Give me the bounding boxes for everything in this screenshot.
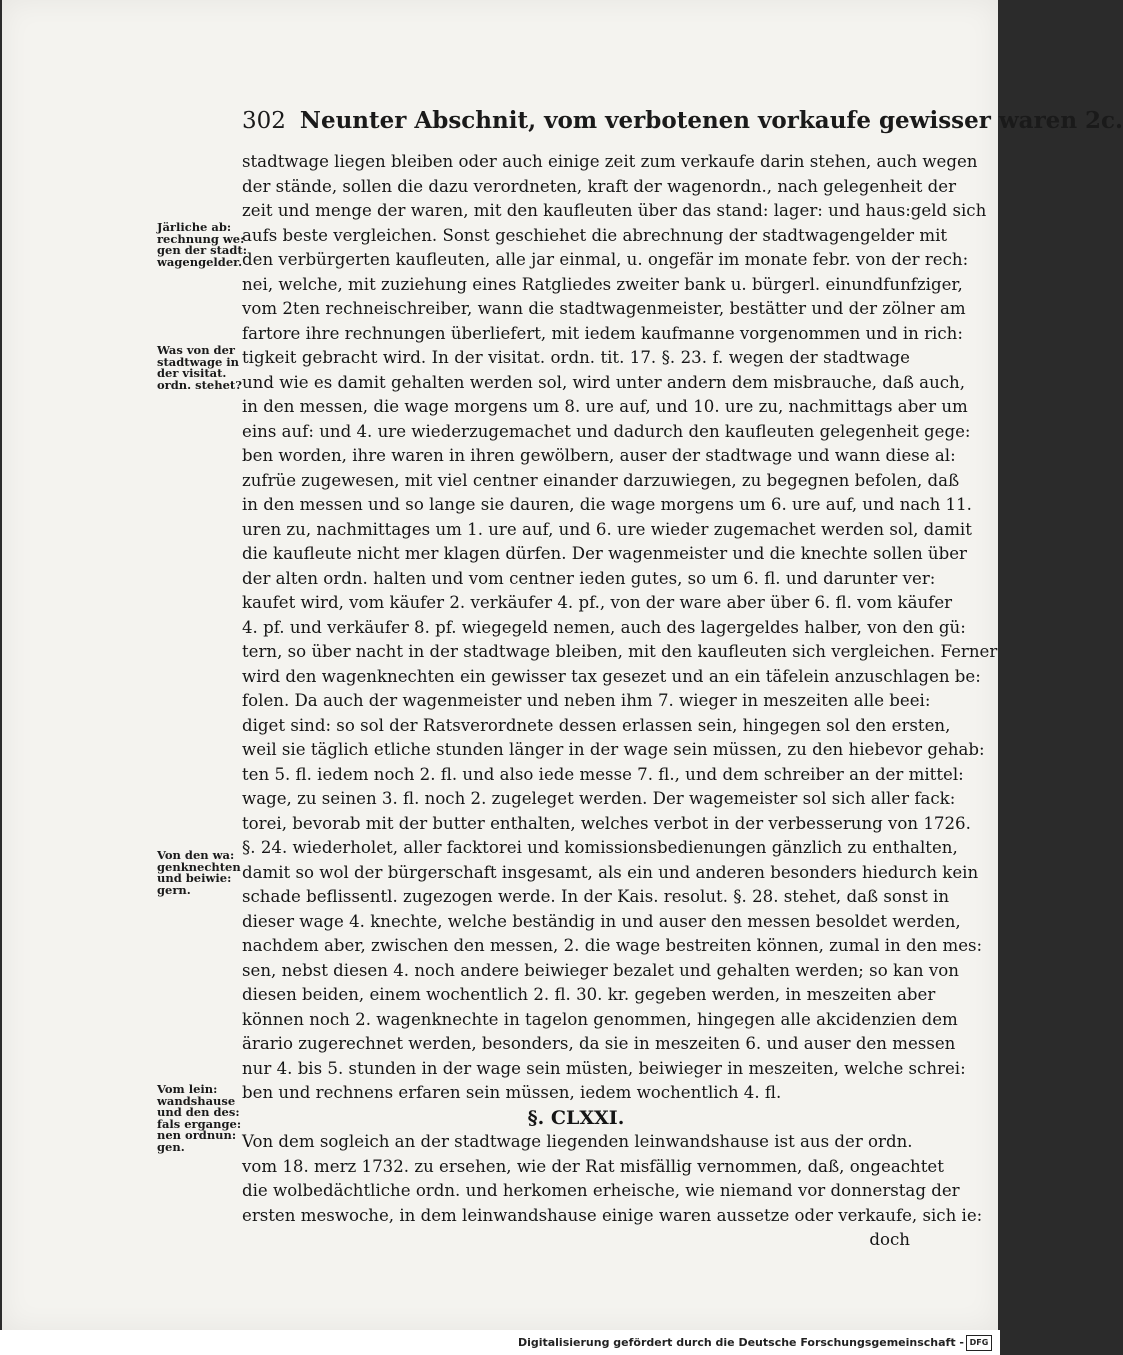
text-line: der alten ordn. halten und vom centner ieden gutes, so um 6. fl. und darunter ver: — [242, 568, 936, 588]
margin-note-line: stadtwage in — [157, 354, 240, 369]
text-line: zeit und menge der waren, mit den kaufleuten über das stand: lager: und haus:geld sich — [242, 201, 987, 220]
margin-note-line: Was von der — [157, 343, 235, 357]
text-line: nachdem aber, zwischen den messen, 2. die wage bestreiten können, zumal in den mes: — [242, 936, 983, 955]
text-line: torei, bevorab mit der butter enthalten, welches verbot in der verbesserung von 1726. — [242, 813, 971, 833]
margin-note-3 — [157, 850, 243, 896]
margin-note-line: der visitat. — [157, 366, 227, 380]
text-line: aufs beste vergleichen. Sonst geschiehet die abrechnung der stadtwagengelder mit — [242, 225, 948, 245]
text-line: wage, zu seinen 3. fl. noch 2. zugeleget werden. Der wagemeister sol sich aller fack: — [242, 789, 956, 808]
text-line: die kaufleute nicht mer klagen dürfen. Der wagenmeister und die knechte sollen über — [242, 544, 967, 563]
margin-note-line: wandshause — [157, 1093, 236, 1108]
funding-credit: Digitalisierung gefördert durch die Deutsche Forschungsgemeinschaft - — [517, 1336, 964, 1349]
text-line: dieser wage 4. knechte, welche beständig in und auser den messen besoldet werden, — [242, 911, 961, 931]
margin-note-line: fals ergange: — [157, 1116, 242, 1131]
margin-note-line: Järliche ab: — [157, 220, 232, 234]
body-text — [242, 150, 998, 1253]
margin-note-2 — [157, 345, 243, 391]
dfg-logo: DFG — [966, 1335, 992, 1351]
margin-note-line: rechnung we: — [157, 231, 245, 246]
text-line: ärario zugerechnet werden, besonders, da sie in meszeiten 6. und auser den messen — [242, 1034, 956, 1053]
text-line: 4. pf. und verkäufer 8. pf. wiegegeld nemen, auch des lagergeldes halber, von den gü: — [242, 617, 966, 637]
margin-note-line: gen. — [157, 1139, 185, 1154]
text-line: diesen beiden, einem wochentlich 2. fl. 30. kr. gegeben werden, in meszeiten aber — [242, 985, 936, 1004]
text-line: können noch 2. wagenknechte in tagelon genommen, hingegen alle akcidenzien dem — [242, 1009, 958, 1029]
text-line: ten 5. fl. iedem noch 2. fl. und also iede messe 7. fl., und dem schreiber an der mittel: — [242, 764, 964, 784]
text-line: uren zu, nachmittages um 1. ure auf, und 6. ure wieder zugemachet werden sol, damit — [242, 519, 972, 539]
text-line: wird den wagenknechten ein gewisser tax gesezet und an ein täfelein anzuschlagen be: — [242, 666, 981, 686]
page-number: 302 — [242, 108, 286, 134]
text-line: ben und rechnens erfaren sein müssen, iedem wochentlich 4. fl. — [242, 1083, 782, 1102]
text-line: folen. Da auch der wagenmeister und neben ihm 7. wieger in meszeiten alle beei: — [242, 691, 931, 710]
margin-note-line: nen ordnun: — [157, 1128, 237, 1142]
text-line: §. CLXXI. — [527, 1106, 625, 1129]
text-line: fartore ihre rechnungen überliefert, mit iedem kaufmanne vorgenommen und in rich: — [242, 323, 963, 343]
margin-note-line: Von den wa: — [157, 848, 235, 862]
text-line: tern, so über nacht in der stadtwage bleiben, mit den kaufleuten sich vergleichen. Ferner — [242, 642, 998, 661]
margin-note-line: gern. — [157, 882, 191, 897]
text-line: stadtwage liegen bleiben oder auch einige zeit zum verkaufe darin stehen, auch wegen — [242, 152, 978, 171]
text-line: diget sind: so sol der Ratsverordnete dessen erlassen sein, hingegen sol den ersten, — [242, 715, 951, 735]
margin-note-line: genknechten — [157, 859, 241, 874]
text-line: Von dem sogleich an der stadtwage liegenden leinwandshause ist aus der ordn. — [242, 1132, 913, 1151]
text-line: vom 2ten rechneischreiber, wann die stadtwagenmeister, bestätter und der zölner am — [242, 299, 966, 318]
text-line: sen, nebst diesen 4. noch andere beiwieger bezalet und gehalten werden; so kan von — [242, 960, 959, 980]
text-line: den verbürgerten kaufleuten, alle jar einmal, u. ongefär im monate febr. von der rech: — [242, 250, 969, 269]
running-title: Neunter Abschnit, vom verbotenen vorkaufe gewisser waren 2c. — [299, 107, 1123, 134]
margin-note-line: ordn. stehet? — [157, 377, 242, 392]
margin-note-line: wagengelder. — [157, 254, 243, 269]
margin-note-line: und beiwie: — [157, 871, 232, 885]
margin-note-4 — [157, 1084, 243, 1153]
text-line: doch — [869, 1230, 910, 1249]
margin-note-1 — [157, 220, 247, 269]
text-line: §. 24. wiederholet, aller facktorei und komissionsbedienungen gänzlich zu enthalten, — [242, 838, 958, 857]
margin-note-line: und den des: — [157, 1105, 240, 1119]
text-line: der stände, sollen die dazu verordneten, kraft der wagenordn., nach gelegenheit der — [242, 176, 957, 196]
book-page — [2, 0, 1123, 1330]
text-line: nei, welche, mit zuziehung eines Ratgliedes zweiter bank u. bürgerl. einundfunfziger, — [242, 274, 963, 294]
text-line: die wolbedächtliche ordn. und herkomen erheische, wie niemand vor donnerstag der — [242, 1181, 960, 1200]
text-line: zufrüe zugewesen, mit viel centner einander darzuwiegen, zu begegnen befolen, daß — [242, 470, 960, 490]
text-line: damit so wol der bürgerschaft insgesamt, als ein und anderen besonders hiedurch kein — [242, 862, 979, 882]
text-line: weil sie täglich etliche stunden länger in der wage sein müssen, zu den hiebevor gehab: — [242, 740, 985, 759]
text-line: eins auf: und 4. ure wiederzugemachet und dadurch den kaufleuten gelegenheit gege: — [242, 421, 971, 441]
text-line: kaufet wird, vom käufer 2. verkäufer 4. pf., von der ware aber über 6. fl. vom käufer — [242, 593, 953, 612]
text-line: tigkeit gebracht wird. In der visitat. ordn. tit. 17. §. 23. f. wegen der stadtwage — [242, 348, 910, 367]
text-line: und wie es damit gehalten werden sol, wird unter andern dem misbrauche, daß auch, — [242, 372, 966, 392]
margin-note-line: gen der stadt: — [157, 243, 247, 257]
page-header — [242, 107, 1123, 134]
text-line: in den messen, die wage morgens um 8. ure auf, und 10. ure zu, nachmittags aber um — [242, 397, 968, 416]
margin-note-line: Vom lein: — [157, 1082, 218, 1096]
text-line: schade beflissentl. zugezogen werde. In der Kais. resolut. §. 28. stehet, daß sonst in — [242, 887, 950, 906]
text-line: in den messen und so lange sie dauren, die wage morgens um 6. ure auf, und nach 11. — [242, 495, 972, 514]
text-line: ben worden, ihre waren in ihren gewölbern, auser der stadtwage und wann diese al: — [242, 446, 956, 465]
text-line: ersten meswoche, in dem leinwandshause einige waren aussetze oder verkaufe, sich ie: — [242, 1205, 983, 1225]
text-line: vom 18. merz 1732. zu ersehen, wie der Rat misfällig vernommen, daß, ongeachtet — [242, 1156, 944, 1176]
text-line: nur 4. bis 5. stunden in der wage sein müsten, beiwieger in meszeiten, welche schrei: — [242, 1058, 966, 1078]
